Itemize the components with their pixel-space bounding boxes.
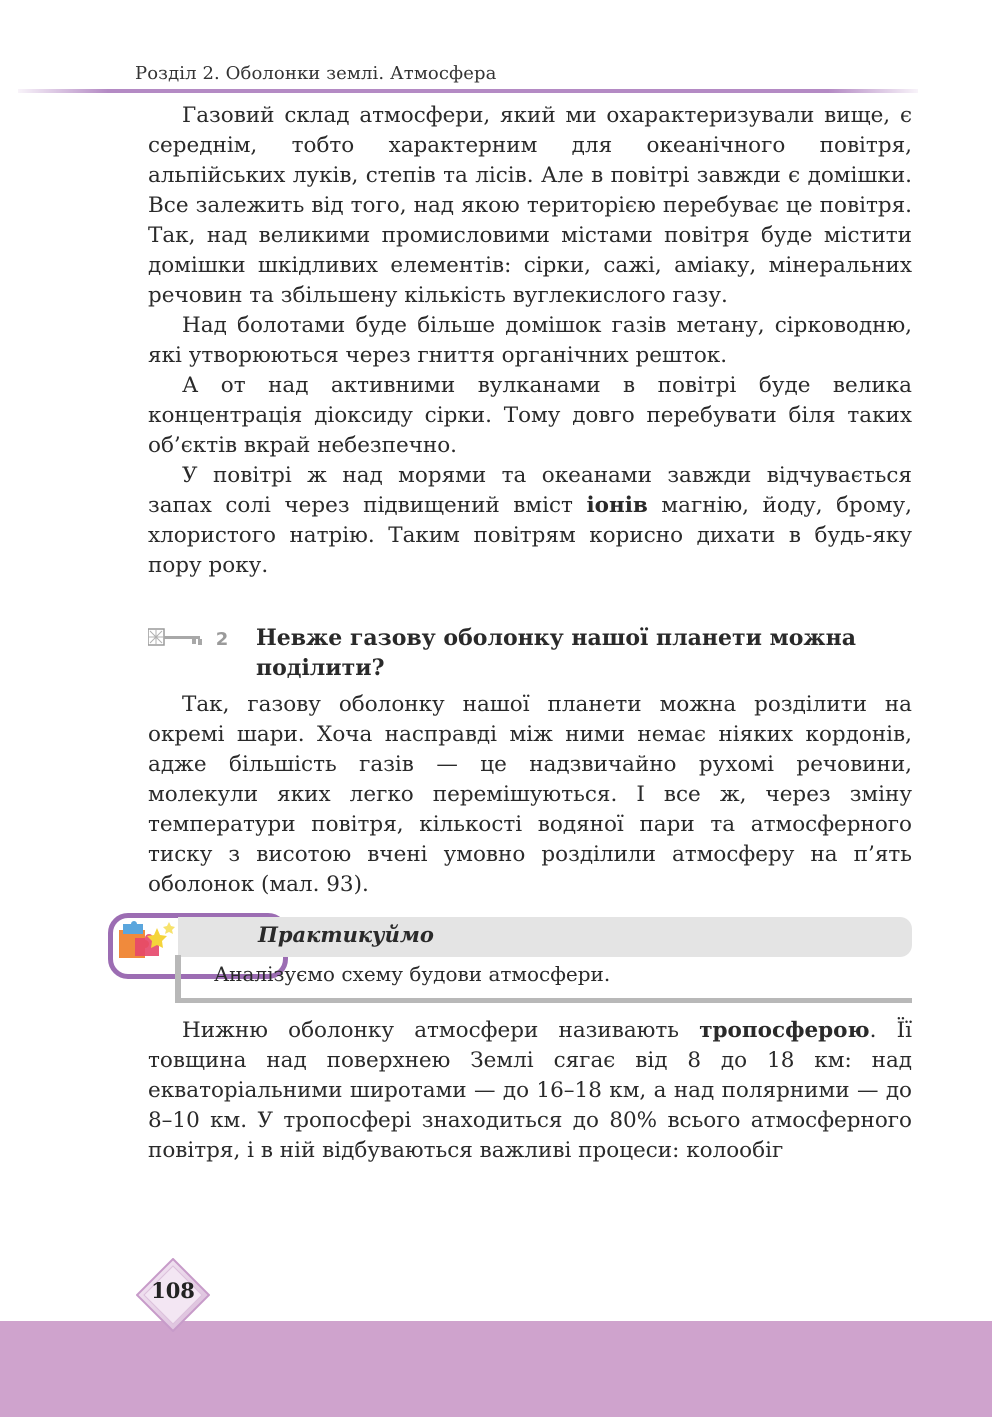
paragraph bbox=[148, 1016, 912, 1166]
paragraph: Над болотами буде більше домішок газів метану, сірководню, які утворюються через гниття органічних решток. bbox=[148, 313, 912, 368]
puzzle-icon bbox=[113, 918, 183, 964]
page-number: 108 bbox=[151, 1278, 195, 1303]
text-run: Нижню оболонку атмосфери називають bbox=[182, 1018, 700, 1043]
text-block-composition bbox=[148, 101, 912, 581]
practice-bottom-rule bbox=[175, 998, 912, 1003]
paragraph bbox=[148, 461, 912, 581]
bold-term: тропосферою bbox=[699, 1018, 870, 1043]
header-divider bbox=[18, 89, 918, 93]
practice-task: Аналізуємо схему будови атмосфери. bbox=[214, 962, 611, 986]
bold-term: іонів bbox=[586, 493, 648, 518]
practice-title: Практикуймо bbox=[258, 922, 434, 947]
text-run: магнію, йоду, брому, хлористого натрію. Таким повітрям корисно дихати в будь-яку пору року. bbox=[148, 493, 912, 578]
practice-left-rule bbox=[175, 955, 181, 1003]
question-title: Невже газову оболонку нашої планети можна поділити? bbox=[256, 625, 856, 681]
text-run: . Її товщина над поверхнею Землі сягає від 8 до 18 км: над екваторіальними широтами — до 16–18 км, а над полярними — до 8–10 км. У тропосфері знаходиться до 80% всього атмосферного повітря, і в ній відбуваються важливі процеси: колообіг bbox=[148, 1018, 912, 1163]
paragraph: Так, газову оболонку нашої планети можна розділити на окремі шари. Хоча насправді між ними немає ніяких кордонів, адже більшість газів — це надзвичайно рухомі речовини, молекули яких легко перемішуються. І все ж, через зміну температури повітря, кількості водяної пари та атмосферного тиску з висотою вчені умовно розділили атмосферу на п’ять оболонок (мал. 93). bbox=[148, 692, 912, 897]
paragraph: Газовий склад атмосфери, який ми охарактеризували вище, є середнім, тобто характерним для океанічного повітря, альпійських луків, степів та лісів. Але в повітрі завжди є домішки. Все залежить від того, над якою територією перебуває це повітря. Так, над великими промисловими містами повітря буде містити домішки шкідливих елементів: сірки, сажі, аміаку, мінеральних речовин та збільшену кількість вуглекислого газу. bbox=[148, 103, 912, 308]
question-number: 2 bbox=[215, 629, 229, 649]
text-block-layers bbox=[148, 690, 912, 900]
paragraph: А от над активними вулканами в повітрі буде велика концентрація діоксиду сірки. Тому довго перебувати біля таких об’єктів вкрай небезпечно. bbox=[148, 373, 912, 458]
text-block-troposphere bbox=[148, 1016, 912, 1166]
key-question-icon bbox=[148, 627, 236, 649]
running-header: Розділ 2. Оболонки землі. Атмосфера bbox=[135, 63, 497, 84]
text-run: У повітрі ж над морями та океанами завжди відчувається запах солі через підвищений вміст bbox=[148, 463, 912, 518]
footer-band bbox=[0, 1321, 992, 1417]
